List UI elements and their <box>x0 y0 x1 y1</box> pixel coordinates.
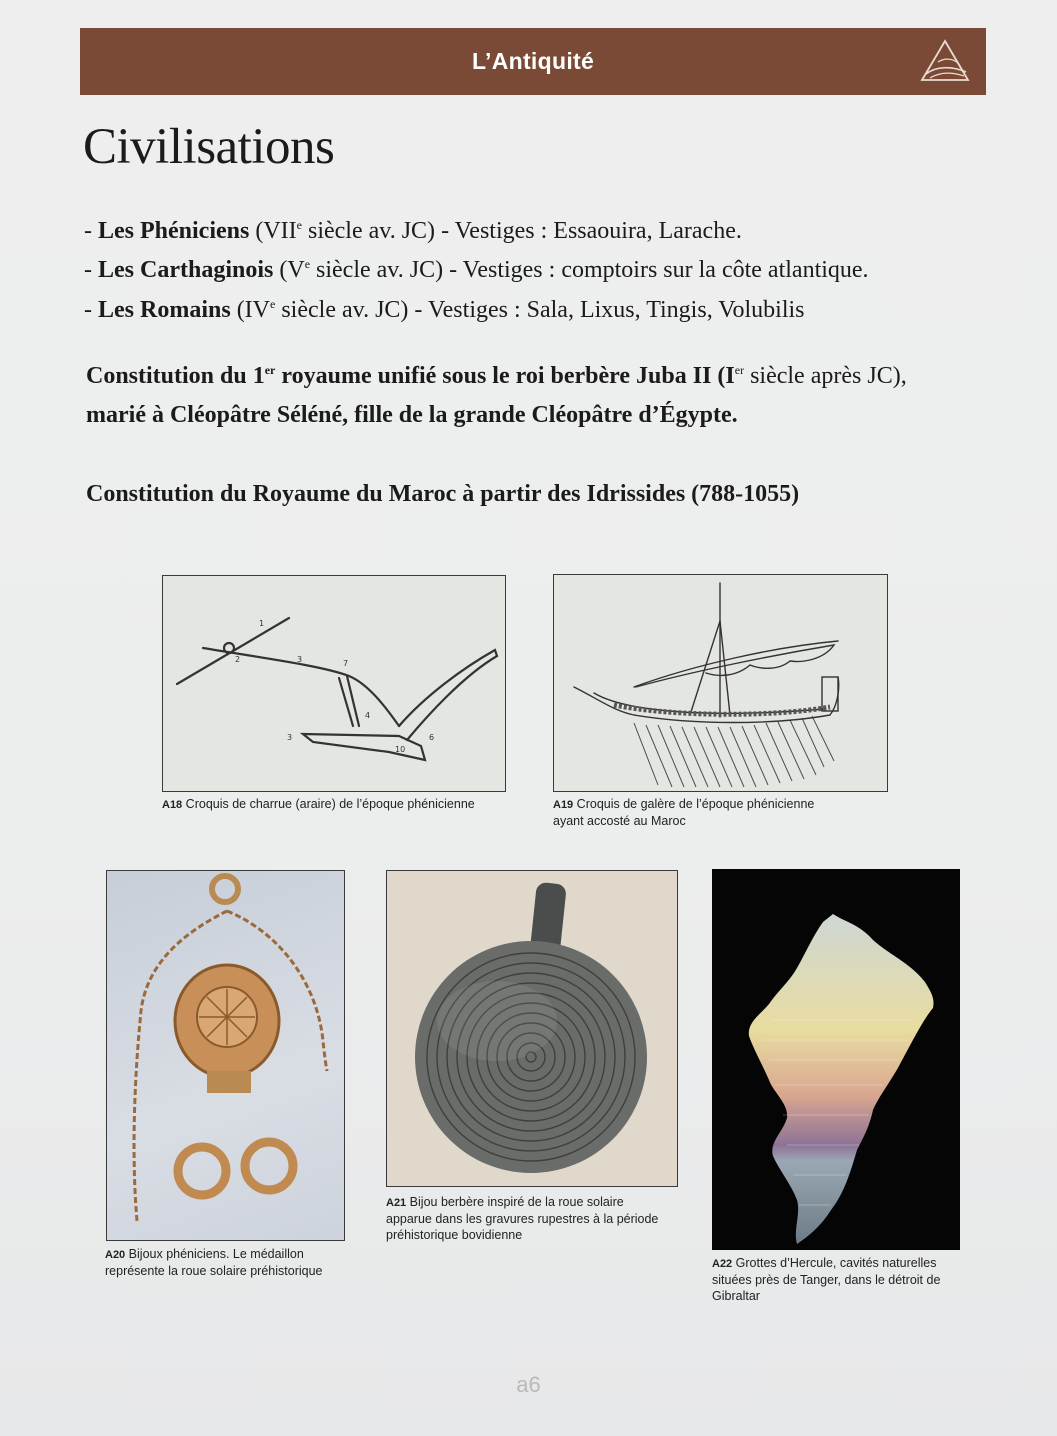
svg-text:3: 3 <box>297 655 303 664</box>
superscript: er <box>734 363 745 377</box>
figure-galley-sketch <box>553 574 888 792</box>
section-banner <box>80 28 986 95</box>
civ-era-end: siècle av. JC) <box>310 257 444 283</box>
page-title: Civilisations <box>83 119 335 175</box>
list-item-carthaginois <box>84 257 869 284</box>
figure-berber-jewel <box>386 870 678 1187</box>
civ-era: (VII <box>249 218 297 244</box>
civ-vestiges: - Vestiges : Sala, Lixus, Tingis, Volubilis <box>408 297 805 323</box>
figure-id: A19 <box>553 799 574 811</box>
civ-era-sup: e <box>304 257 311 271</box>
figure-plough-sketch <box>162 575 506 792</box>
caption-a20 <box>105 1246 323 1279</box>
caption-text: situées près de Tanger, dans le détroit de <box>712 1273 941 1287</box>
constitution-royaume: Constitution du Royaume du Maroc à partir des Idrissides (788-1055) <box>86 481 800 507</box>
civ-name: Les Carthaginois <box>98 257 274 283</box>
svg-text:7: 7 <box>343 659 349 668</box>
figure-phoenician-jewels <box>106 870 345 1241</box>
caption-text: préhistorique bovidienne <box>386 1228 523 1242</box>
constitution-line-2: marié à Cléopâtre Séléné, fille de la grande Cléopâtre d’Égypte. <box>86 402 738 428</box>
svg-text:3: 3 <box>287 733 293 742</box>
civ-era-sup: e <box>296 218 302 232</box>
superscript: er <box>264 363 276 377</box>
triangle-logo-icon <box>916 36 974 86</box>
caption-text: Croquis de charrue (araire) de l’époque phénicienne <box>185 797 475 811</box>
caption-text: Bijoux phéniciens. Le médaillon <box>128 1247 304 1261</box>
solar-disc-photo <box>387 871 677 1186</box>
svg-text:10: 10 <box>395 745 406 754</box>
figure-id: A20 <box>105 1249 126 1261</box>
caption-text: représente la roue solaire préhistorique <box>105 1264 323 1278</box>
text-run: royaume unifié sous le roi berbère Juba II (I <box>275 363 735 389</box>
svg-text:1: 1 <box>259 619 265 628</box>
text-run: siècle après JC), <box>744 363 907 389</box>
list-bullet: - <box>84 218 98 244</box>
figure-hercules-caves <box>712 869 960 1250</box>
civ-name: Les Phéniciens <box>98 218 250 244</box>
figure-id: A22 <box>712 1258 733 1270</box>
list-bullet: - <box>84 257 98 283</box>
caption-a22 <box>712 1255 940 1304</box>
list-item-romains <box>84 297 805 324</box>
svg-text:6: 6 <box>429 733 435 742</box>
list-bullet: - <box>84 297 98 323</box>
svg-text:4: 4 <box>365 711 371 720</box>
caption-a18 <box>162 796 475 813</box>
cave-photo <box>713 870 959 1249</box>
banner-title: L’Antiquité <box>471 48 595 74</box>
civ-era: (IV <box>230 297 271 323</box>
civ-era-end: siècle av. JC) <box>275 297 409 323</box>
civ-name: Les Romains <box>98 297 231 323</box>
caption-text: apparue dans les gravures rupestres à la période <box>386 1212 659 1226</box>
text-run: Constitution du 1 <box>86 363 265 389</box>
constitution-line-1 <box>86 363 907 390</box>
caption-text: Bijou berbère inspiré de la roue solaire <box>409 1195 624 1209</box>
caption-a21 <box>386 1194 658 1243</box>
caption-text: Grottes d’Hercule, cavités naturelles <box>735 1256 937 1270</box>
caption-a19 <box>553 796 814 829</box>
caption-text: Gibraltar <box>712 1289 760 1303</box>
svg-text:2: 2 <box>235 655 241 664</box>
civ-era-sup: e <box>270 297 276 311</box>
caption-text: ayant accosté au Maroc <box>553 814 686 828</box>
civ-era-end: siècle av. JC) <box>301 218 436 244</box>
page-number: a6 <box>516 1372 541 1397</box>
figure-id: A21 <box>386 1197 407 1209</box>
jewels-photo <box>107 871 344 1240</box>
plough-drawing <box>163 576 505 791</box>
figure-id: A18 <box>162 799 183 811</box>
list-item-pheniciens <box>84 218 742 245</box>
galley-drawing <box>554 575 887 791</box>
civ-vestiges: - Vestiges : comptoirs sur la côte atlantique. <box>443 257 869 283</box>
civ-vestiges: - Vestiges : Essaouira, Larache. <box>435 218 742 244</box>
caption-text: Croquis de galère de l’époque phénicienne <box>576 797 815 811</box>
civ-era: (V <box>273 257 305 283</box>
